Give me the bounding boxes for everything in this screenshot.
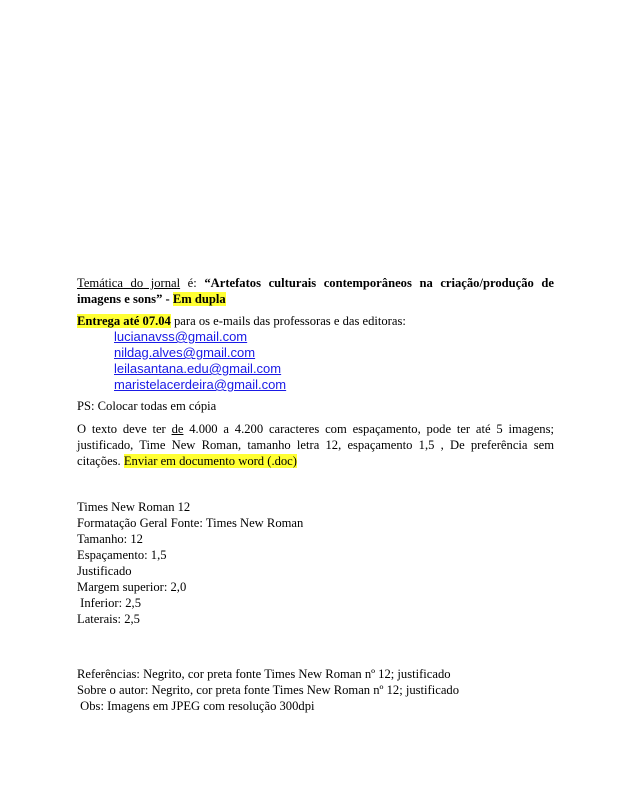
formatacao-line: Tamanho: 12 [77,532,143,546]
texto-highlight: Enviar em documento word (.doc) [123,454,297,468]
tematica-dash: - [162,292,173,306]
tematica-mode: Em dupla [172,292,226,306]
email-link[interactable]: maristelacerdeira@gmail.com [114,377,287,392]
formatacao-line: Times New Roman 12 [77,500,191,514]
referencias-line: Obs: Imagens em JPEG com resolução 300dpi [77,699,315,713]
ps-note: PS: Colocar todas em cópia [77,399,217,413]
formatacao-line: Formatação Geral Fonte: Times New Roman [77,516,304,530]
tematica-connector: é: [180,276,205,290]
email-link[interactable]: nildag.alves@gmail.com [114,345,256,360]
formatacao-line: Inferior: 2,5 [77,596,141,610]
texto-part1: O texto deve ter [77,422,172,436]
entrega-deadline: Entrega até 07.04 [77,314,171,328]
email-list [114,329,554,393]
entrega-paragraph [77,313,554,393]
email-link[interactable]: leilasantana.edu@gmail.com [114,361,282,376]
texto-paragraph [77,421,554,469]
tematica-paragraph [77,275,554,307]
email-link[interactable]: lucianavss@gmail.com [114,329,248,344]
referencias-list [77,666,554,714]
entrega-line [77,313,554,329]
entrega-text: para os e-mails das professoras e das editoras: [170,314,406,328]
tematica-label: Temática do jornal [77,276,181,290]
tematica-title: “Artefatos culturais contemporâneos na criação/produção de imagens e sons” [77,276,554,306]
formatacao-list [77,499,554,627]
referencias-line: Sobre o autor: Negrito, cor preta fonte Times New Roman nº 12; justificado [77,683,459,697]
texto-de: de [171,422,184,436]
formatacao-line: Justificado [77,564,132,578]
formatacao-line: Laterais: 2,5 [77,612,140,626]
formatacao-line: Espaçamento: 1,5 [77,548,167,562]
formatacao-line: Margem superior: 2,0 [77,580,187,594]
referencias-line: Referências: Negrito, cor preta fonte Times New Roman nº 12; justificado [77,667,451,681]
texto-part2: 4.000 a 4.200 caracteres com espaçamento, pode ter até 5 imagens; justificado, Time New Roman, tamanho letra 12, espaçamento 1,5 , De preferência sem citações. [77,422,554,468]
